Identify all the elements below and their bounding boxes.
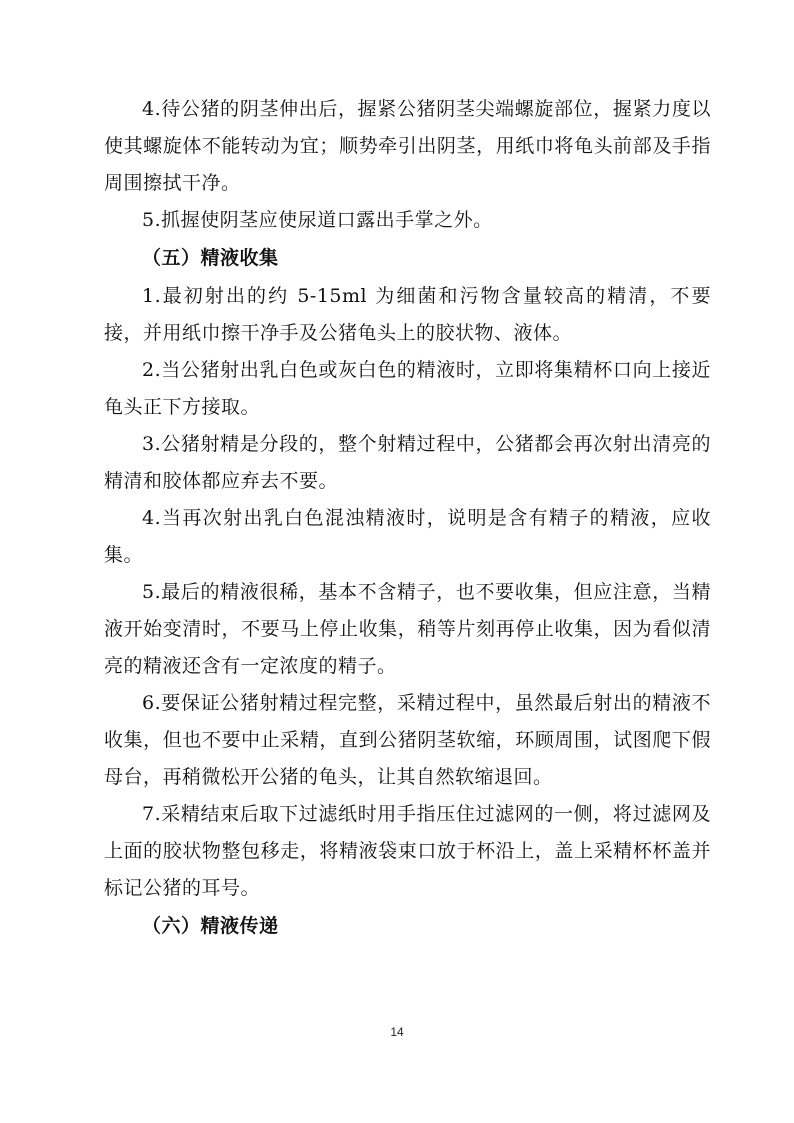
paragraph-item-4: 4.待公猪的阴茎伸出后，握紧公猪阴茎尖端螺旋部位，握紧力度以使其螺旋体不能转动为宜；顺势牵引出阴茎，用纸巾将龟头前部及手指周围擦拭干净。 bbox=[104, 98, 711, 194]
body-text bbox=[104, 91, 711, 946]
collection-step-6: 6.要保证公猪射精过程完整，采精过程中，虽然最后射出的精液不收集，但也不要中止采精，直到公猪阴茎软缩，环顾周围，试图爬下假母台，再稍微松开公猪的龟头，让其自然软缩退回。 bbox=[104, 692, 711, 788]
section-heading-semen-collection: （五）精液收集 bbox=[142, 247, 279, 269]
paragraph-item-5: 5.抓握使阴茎应使尿道口露出手掌之外。 bbox=[142, 209, 493, 231]
section-heading-semen-transfer: （六）精液传递 bbox=[142, 915, 279, 937]
collection-step-2: 2.当公猪射出乳白色或灰白色的精液时，立即将集精杯口向上接近龟头正下方接取。 bbox=[104, 359, 711, 418]
collection-step-1: 1.最初射出的约 5-15ml 为细菌和污物含量较高的精清，不要接，并用纸巾擦干净手及公猪龟头上的胶状物、液体。 bbox=[104, 285, 711, 344]
page-number: 14 bbox=[390, 1025, 404, 1039]
collection-step-7: 7.采精结束后取下过滤纸时用手指压住过滤网的一侧，将过滤网及上面的胶状物整包移走，将精液袋束口放于杯沿上，盖上采精杯杯盖并标记公猪的耳号。 bbox=[104, 803, 711, 899]
collection-step-3: 3.公猪射精是分段的，整个射精过程中，公猪都会再次射出清亮的精清和胶体都应弃去不要。 bbox=[104, 433, 711, 492]
collection-step-5: 5.最后的精液很稀，基本不含精子，也不要收集，但应注意，当精液开始变清时，不要马上停止收集，稍等片刻再停止收集，因为看似清亮的精液还含有一定浓度的精子。 bbox=[104, 581, 711, 677]
collection-step-4: 4.当再次射出乳白色混浊精液时，说明是含有精子的精液，应收集。 bbox=[104, 507, 711, 566]
